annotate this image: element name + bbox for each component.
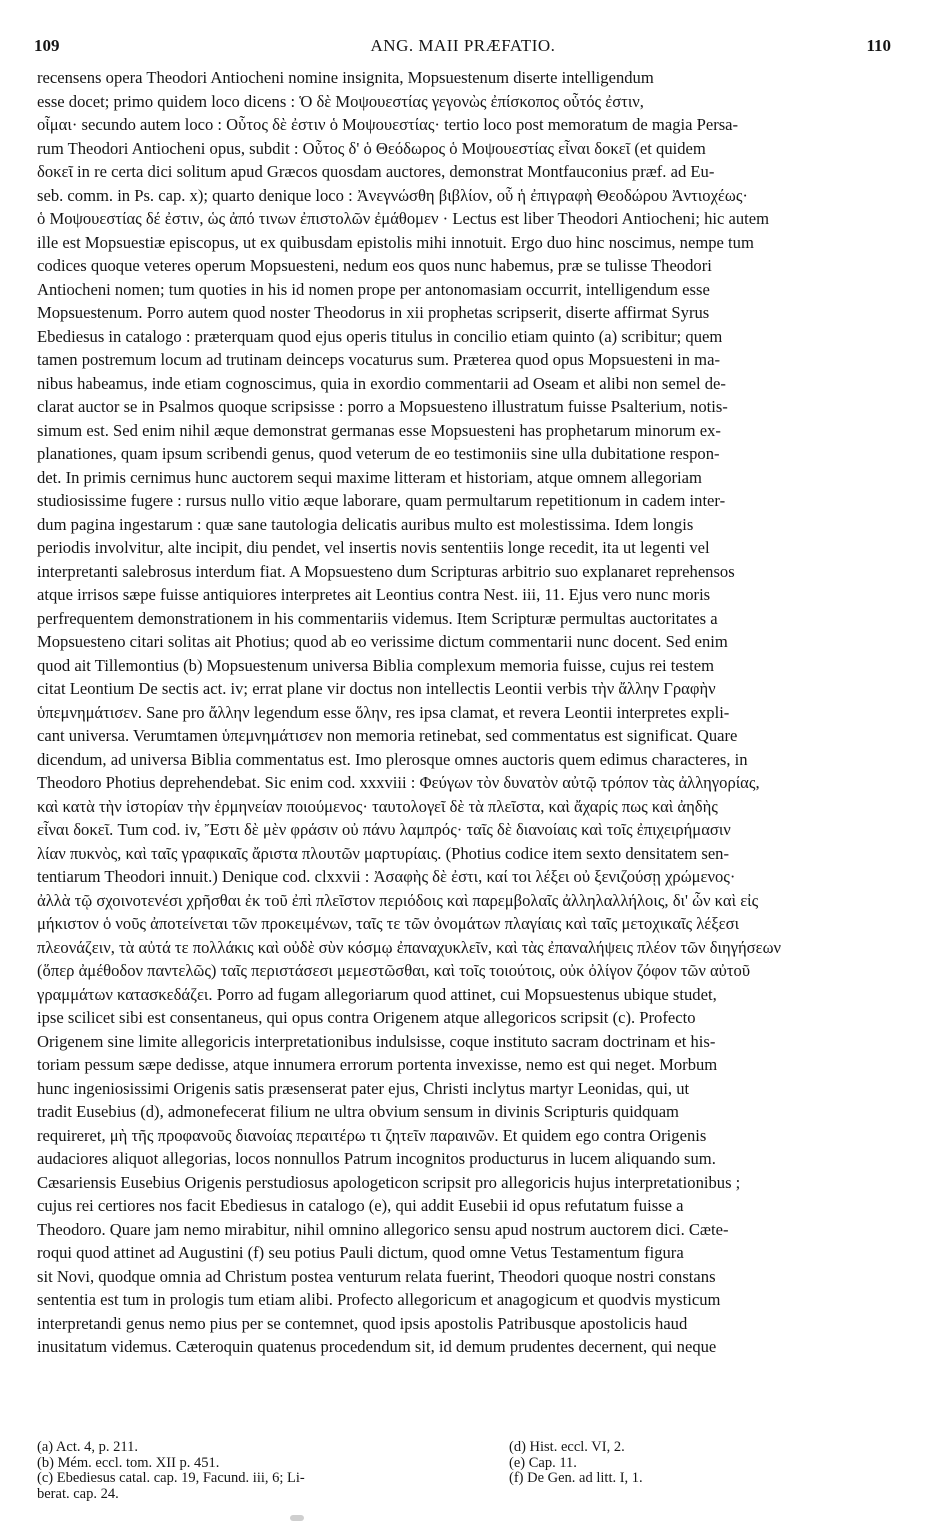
- page-number-right: 110: [866, 36, 891, 55]
- text-line: codices quoque veteres operum Mopsuesteni, nedum eos quos nunc habemus, præ se tulisse Theodori: [37, 256, 712, 275]
- text-line: interpretandi genus nemo pius per se contemnet, quod ipsis apostolis Patribusque apostolicis haud: [37, 1313, 688, 1333]
- text-line: quod ait Tillemontius (b) Mopsuestenum universa Biblia complexum memoria fuisse, cujus rei testem: [37, 655, 715, 675]
- footnotes-left-column: [37, 1440, 457, 1508]
- text-line: Mopsuestenum. Porro autem quod noster Theodorus in xii prophetas scripserit, diserte affirmat Syrus: [37, 303, 710, 322]
- text-line: Cæsariensis Eusebius Origenis perstudiosus apologeticon scripsit pro allegoricis hujus interpretationibus ;: [37, 1172, 741, 1192]
- text-line: sit Novi, quodque omnia ad Christum postea venturum relata fuerint, Theodori quoque nostri constans: [37, 1266, 716, 1286]
- text-line: tradit Eusebius (d), admonefecerat filium ne ultra obvium sensum in divinis Scripturis quidquam: [37, 1102, 679, 1121]
- text-line: ὑπεμνημάτισεν. Sane pro ἄλλην legendum esse ὅλην, res ipsa clamat, et revera Leontii interpretes expli-: [37, 702, 730, 722]
- text-line: inusitatum videmus. Cæteroquin quatenus procedendum sit, id demum prudentes decernent, qui neque: [37, 1337, 717, 1356]
- text-line: Origenem sine limite allegoricis interpretationibus indulsisse, coque instituto sacram doctrinam et his-: [37, 1031, 716, 1051]
- text-line: dum pagina ingestarum : quæ sane tautologia delicatis auribus multo est molestissima. Idem longis: [37, 514, 694, 534]
- footnotes: [37, 1440, 889, 1508]
- text-line: clarat auctor se in Psalmos quoque scripsisse : porro a Mopsuesteno illustratum fuisse Psalterium, notis-: [37, 397, 728, 416]
- text-line: (ὅπερ ἀμέθοδον παντελῶς) ταῖς περιστάσεσι μεμεστῶσθαι, καὶ τοῖς τοιούτοις, οὐκ ὀλίγον ζόφον τῶν αὐτοῦ: [37, 961, 751, 980]
- text-line: nibus habeamus, inde etiam cognoscimus, quia in exordio commentarii ad Oseam et alibi non semel de-: [37, 373, 726, 393]
- paper-speck: [290, 1515, 304, 1521]
- text-line: periodis involvitur, alte incipit, diu pendet, vel insertis novis sententiis longe recedit, ita ut legenti vel: [37, 538, 710, 557]
- body-text: [37, 66, 889, 1414]
- running-title: ANG. MAII PRÆFATIO.: [370, 36, 556, 55]
- text-line: citat Leontium De sectis act. iv; errat plane vir doctus non intellectis Leontii verbis τὴν ἄλλην Γραφὴν: [37, 679, 716, 698]
- text-line: dicendum, ad universa Biblia commentatus est. Imo plerosque omnes auctoris quem edimus characteres, in: [37, 749, 748, 769]
- text-line: ἀλλὰ τῷ σχοινοτενέσι χρῆσθαι ἐκ τοῦ ἐπὶ πλεῖστον περιόδοις καὶ παρεμβολαῖς ἀλληλαλλήλοις, δι' ὧν καὶ εἰς: [37, 890, 759, 910]
- text-line: sententia est tum in prologis tum etiam alibi. Profecto allegoricum et anagogicum et quodvis mysticum: [37, 1290, 721, 1309]
- text-line: λίαν πυκνὸς, καὶ ταῖς γραφικαῖς ἄριστα πλουτῶν μαρτυρίαις. (Photius codice item sexto densitatem sen-: [37, 843, 730, 863]
- text-line: planationes, quam ipsum scribendi genus, quod veterum de eo testimoniis sine ulla dubitatione respon-: [37, 444, 720, 463]
- text-line: πλεονάζειν, τὰ αὐτά τε πολλάκις καὶ οὐδὲ σὺν κόσμῳ ἐπαναχυκλεῖν, καὶ τὰς ἐπαναλήψεις πλέον τῶν διηγήσεων: [37, 937, 782, 957]
- text-line: γραμμάτων κατασκεδάζει. Porro ad fugam allegoriarum quod attinet, cui Mopsuestenus ubique studet,: [37, 984, 717, 1004]
- text-line: rum Theodori Antiocheni opus, subdit : Οὗτος δ' ὁ Θεόδωρος ὁ Μοψουεστίας εἶναι δοκεῖ (et quidem: [37, 138, 706, 158]
- text-line: toriam pessum sæpe dedisse, atque innumera errorum portenta invexisse, nemo est qui neget. Morbum: [37, 1055, 718, 1074]
- footnotes-right-column: [509, 1440, 889, 1508]
- text-line: esse docet; primo quidem loco dicens : Ὁ δὲ Μοψουεστίας γεγονὼς ἐπίσκοπος οὗτός ἐστιν,: [37, 91, 644, 111]
- text-line: audaciores aliquot allegorias, locos nonnullos Patrum incognitos producturus in lucem aliquando sum.: [37, 1149, 716, 1168]
- text-line: atque irrisos sæpe fuisse antiquiores interpretes ait Leontius contra Nest. iii, 11. Ejus vero nunc moris: [37, 585, 711, 604]
- text-line: perfrequentem demonstrationem in his commentariis videmus. Item Scripturæ permultas auctoritates a: [37, 608, 718, 628]
- text-line: hunc ingeniosissimi Origenis satis præsenserat pater ejus, Christi inclytus martyr Leonidas, qui, ut: [37, 1078, 690, 1098]
- text-line: requireret, μὴ τῆς προφανοῦς διανοίας περαιτέρω τι ζητεῖν παραινῶν. Et quidem ego contra Origenis: [37, 1125, 707, 1145]
- text-line: det. In primis cernimus hunc auctorem sequi maxime litteram et historiam, atque omnem allegoriam: [37, 467, 702, 487]
- text-line: studiosissime fugere : rursus nullo vitio æque laborare, quam permultarum repetitionum in cadem inter-: [37, 491, 726, 510]
- page-header: [34, 34, 891, 58]
- footnote-line: (f) De Gen. ad litt. I, 1.: [509, 1471, 643, 1486]
- text-line: Mopsuesteno citari solitas ait Photius; quod ab eo verissime dictum commentarii nunc docent. Sed enim: [37, 632, 728, 651]
- text-line: simum est. Sed enim nihil æque demonstrat germanas esse Mopsuesteni has prophetarum minorum ex-: [37, 420, 721, 440]
- text-line: Antiocheni nomen; tum quoties in his id nomen prope per antonomasiam occurrit, intelligendum esse: [37, 279, 710, 299]
- text-line: Theodoro Photius deprehendebat. Sic enim cod. xxxviii : Φεύγων τὸν δυνατὸν αὐτῷ τρόπον τὰς ἀλληγορίας,: [37, 773, 760, 792]
- text-line: οἶμαι· secundo autem loco : Οὗτος δὲ ἐστιν ὁ Μοψουεστίας· tertio loco post memoratum de magia Persa-: [37, 115, 739, 134]
- text-line: cujus rei certiores nos facit Ebediesus in catalogo (e), qui addit Eusebii id opus refutatum fuisse a: [37, 1196, 684, 1215]
- text-line: ipse scilicet sibi est consentaneus, qui opus contra Origenem atque allegoricos scripsit (c). Profecto: [37, 1008, 696, 1027]
- text-line: roqui quod attinet ad Augustini (f) seu potius Pauli dictum, quod omne Vetus Testamentum figura: [37, 1243, 684, 1262]
- text-line: recensens opera Theodori Antiocheni nomine insignita, Mopsuestenum diserte intelligendum: [37, 68, 654, 87]
- text-line: Theodoro. Quare jam nemo mirabitur, nihil omnino allegorico sensu apud nostrum auctorem dici. Cæte-: [37, 1219, 729, 1239]
- text-line: cant universa. Verumtamen ὑπεμνημάτισεν non memoria retinebat, sed commentatus est significat. Quare: [37, 726, 738, 745]
- page-number-left: 109: [34, 36, 60, 55]
- text-line: ille est Mopsuestiæ episcopus, ut ex quibusdam epistolis mihi innotuit. Ergo duo hinc noscimus, nempe tum: [37, 232, 754, 252]
- text-line: καὶ κατὰ τὴν ἱστορίαν τὴν ἑρμηνείαν ποιούμενος· ταυτολογεῖ δὲ τὰ πλεῖστα, καὶ ἄχαρίς πως καὶ ἀηδὴς: [37, 796, 718, 816]
- footnote-line: (e) Cap. 11.: [509, 1455, 577, 1471]
- text-line: ὁ Μοψουεστίας δέ ἐστιν, ὡς ἀπό τινων ἐπιστολῶν ἐμάθομεν · Lectus est liber Theodori Antiocheni; hic autem: [37, 209, 770, 228]
- text-line: seb. comm. in Ps. cap. x); quarto denique loco : Ἀνεγνώσθη βιβλίον, οὗ ἡ ἐπιγραφὴ Θεοδώρου Ἀντιοχέως·: [37, 185, 748, 205]
- text-line: εἶναι δοκεῖ. Tum cod. iv, Ἔστι δὲ μὲν φράσιν οὐ πάνυ λαμπρός· ταῖς δὲ διανοίαις καὶ τοῖς ἐπιχειρήμασιν: [37, 820, 731, 839]
- text-line: tentiarum Theodori innuit.) Denique cod. clxxvii : Ἀσαφὴς δὲ ἐστι, καί τοι λέξει οὐ ξενιζούσῃ χρώμενος·: [37, 867, 736, 886]
- footnote-line: (d) Hist. eccl. VI, 2.: [509, 1440, 625, 1455]
- text-line: δοκεῖ in re certa dici solitum apud Græcos quosdam auctores, demonstrat Montfauconius præf. ad Eu-: [37, 162, 715, 181]
- footnote-line: (c) Ebediesus catal. cap. 19, Facund. iii, 6; Li-: [37, 1471, 305, 1486]
- text-line: tamen postremum locum ad trutinam deinceps vocaturus sum. Præterea quod opus Mopsuesteni in ma-: [37, 350, 720, 369]
- footnote-line: (a) Act. 4, p. 211.: [37, 1440, 138, 1455]
- footnote-line: (b) Mém. eccl. tom. XII p. 451.: [37, 1455, 220, 1471]
- text-line: Ebediesus in catalogo : præterquam quod ejus operis titulus in concilio etiam quinto (a) scribitur; quem: [37, 326, 723, 346]
- text-line: μήκιστον ὁ νοῦς ἀποτείνεται τῶν προκειμένων, ταῖς τε τῶν ὀνομάτων πλαγίαις καὶ ταῖς μετοχικαῖς λέξεσι: [37, 914, 740, 933]
- text-line: interpretanti salebrosus interdum fiat. A Mopsuesteno dum Scripturas arbitrio suo explanaret reprehensos: [37, 561, 735, 581]
- footnote-line: berat. cap. 24.: [37, 1486, 119, 1502]
